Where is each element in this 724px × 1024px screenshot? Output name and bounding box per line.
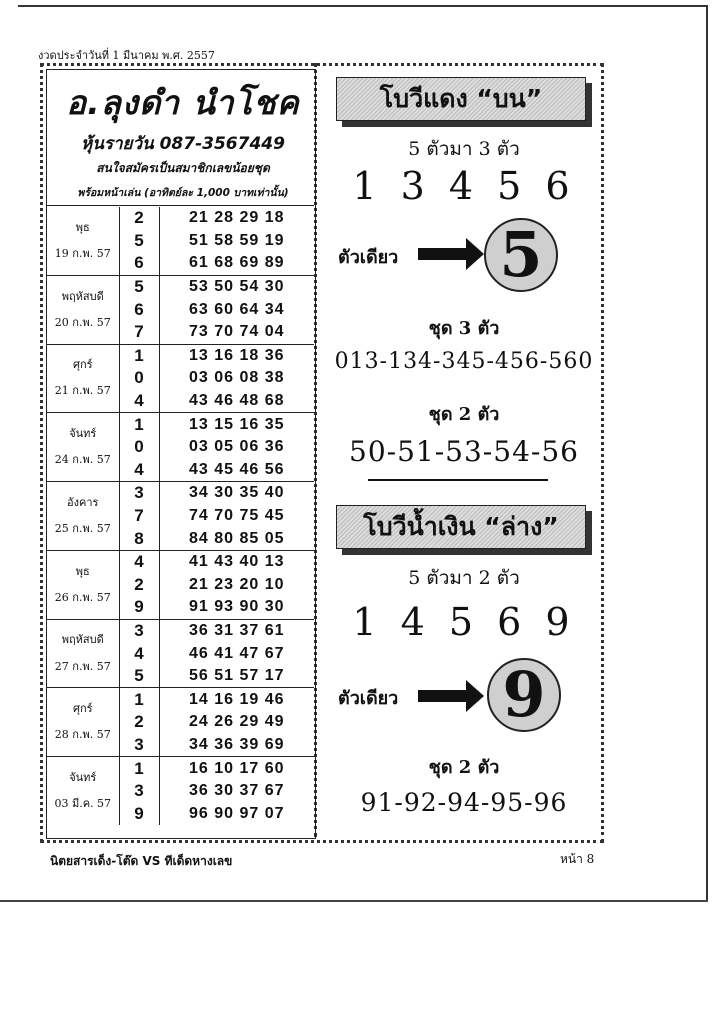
day-date: 26 ก.พ. 57 [54, 590, 111, 604]
digit-cell: 3 [119, 482, 159, 505]
numbers-cell: 41 43 40 13 [159, 550, 314, 573]
day-name: จันทร์ [69, 427, 97, 441]
digit-cell: 5 [119, 665, 159, 688]
day-name: จันทร์ [69, 771, 97, 785]
day-name: พุธ [75, 220, 90, 234]
section-separator [368, 479, 548, 481]
digit-cell: 7 [119, 505, 159, 528]
digit-cell: 1 [119, 413, 159, 436]
digit-cell: 3 [119, 619, 159, 642]
digit-cell: 1 [119, 344, 159, 367]
day-name: พฤหัสบดี [61, 289, 104, 303]
table-row [47, 550, 314, 573]
promo-separator [46, 205, 314, 206]
table-row [47, 207, 314, 230]
lower-banner: โบวีน้ำเงิน “ล่าง” [336, 505, 586, 549]
history-table [47, 207, 314, 825]
table-row [47, 688, 314, 711]
upper-single-label: ตัวเดียว [338, 247, 399, 268]
day-cell [47, 344, 119, 413]
numbers-cell: 21 28 29 18 [188, 209, 285, 227]
numbers-cell: 43 46 48 68 [188, 392, 285, 410]
digit-cell: 3 [119, 734, 159, 757]
numbers-cell: 36 30 37 67 [188, 782, 285, 800]
table-row [47, 344, 314, 367]
numbers-cell: 61 68 69 89 [188, 254, 285, 272]
day-cell [47, 757, 119, 825]
lower-arrow-icon [418, 690, 468, 702]
day-date: 20 ก.พ. 57 [54, 315, 111, 329]
numbers-cell: 56 51 57 17 [188, 667, 285, 685]
day-cell [47, 207, 119, 275]
day-name: ศุกร์ [72, 358, 93, 372]
lower-single-digit: 9 [487, 658, 561, 732]
footer-magazine: นิตยสารเด็ง-โต๊ด VS ทีเด็ดหางเลข [50, 854, 233, 868]
numbers-cell: 34 36 39 69 [188, 735, 285, 753]
lower-digits: 1 4 5 6 9 [352, 600, 576, 644]
numbers-cell: 21 23 20 10 [188, 575, 285, 593]
upper-digits: 1 3 4 5 6 [352, 164, 576, 208]
top-rule [18, 5, 706, 7]
upper-banner: โบวีแดง “บน” [336, 77, 586, 121]
numbers-cell: 96 90 97 07 [188, 804, 285, 822]
digit-cell: 4 [119, 550, 159, 573]
digit-cell: 0 [119, 367, 159, 390]
day-cell [47, 413, 119, 482]
numbers-cell: 03 06 08 38 [188, 369, 285, 387]
day-name: ศุกร์ [72, 702, 93, 716]
numbers-cell: 84 80 85 05 [188, 529, 285, 547]
day-cell [47, 688, 119, 757]
right-rule [706, 5, 708, 900]
issue-date: งวดประจำวันที่ 1 มีนาคม พ.ศ. 2557 [38, 49, 215, 62]
day-date: 28 ก.พ. 57 [54, 728, 111, 742]
digit-cell: 2 [119, 574, 159, 597]
numbers-cell: 13 15 16 35 [159, 413, 314, 436]
day-date: 27 ก.พ. 57 [54, 659, 111, 673]
upper-set3-value: 013-134-345-456-560 [334, 349, 594, 374]
day-name: อังคาร [67, 495, 99, 509]
table-row [47, 413, 314, 436]
digit-cell: 4 [119, 642, 159, 665]
numbers-cell: 91 93 90 30 [188, 598, 285, 616]
upper-subtitle: 5 ตัวมา 3 ตัว [408, 138, 520, 160]
table-row [47, 275, 314, 298]
numbers-cell: 63 60 64 34 [188, 300, 285, 318]
promo-price: พร้อมหน้าเล่น (อาทิตย์ละ 1,000 บาทเท่านั้น) [77, 187, 289, 199]
upper-set2-value: 50-51-53-54-56 [349, 435, 579, 468]
bottom-rule [0, 900, 708, 902]
day-date: 21 ก.พ. 57 [54, 384, 111, 398]
digit-cell: 9 [119, 802, 159, 825]
numbers-cell: 46 41 47 67 [188, 644, 285, 662]
upper-set2-label: ชุด 2 ตัว [428, 404, 500, 425]
lower-set2-label: ชุด 2 ตัว [428, 757, 500, 778]
numbers-cell: 53 50 54 30 [159, 275, 314, 298]
day-cell [47, 619, 119, 688]
digit-cell: 6 [119, 298, 159, 321]
digit-cell: 7 [119, 321, 159, 344]
day-date: 03 มี.ค. 57 [54, 797, 112, 811]
numbers-cell: 34 30 35 40 [159, 482, 314, 505]
numbers-cell: 73 70 74 04 [188, 323, 285, 341]
day-cell [47, 482, 119, 551]
digit-cell: 1 [119, 688, 159, 711]
promo-name: อ.ลุงดำ นำโชค [66, 83, 300, 122]
numbers-cell: 03 05 06 36 [188, 438, 285, 456]
lower-set2-value: 91-92-94-95-96 [360, 788, 568, 817]
day-date: 19 ก.พ. 57 [54, 246, 111, 260]
digit-cell: 6 [119, 252, 159, 275]
numbers-cell: 51 58 59 19 [188, 231, 285, 249]
numbers-cell: 36 31 37 61 [159, 619, 314, 642]
numbers-cell: 16 10 17 60 [159, 757, 314, 780]
digit-cell: 5 [119, 230, 159, 253]
lower-single-label: ตัวเดียว [338, 688, 399, 709]
digit-cell: 5 [119, 275, 159, 298]
table-row [47, 482, 314, 505]
upper-set3-label: ชุด 3 ตัว [428, 318, 500, 339]
table-row [47, 757, 314, 780]
digit-cell: 0 [119, 436, 159, 459]
day-date: 25 ก.พ. 57 [54, 522, 111, 536]
numbers-cell: 13 16 18 36 [159, 344, 314, 367]
digit-cell: 4 [119, 459, 159, 482]
upper-single-digit: 5 [484, 218, 558, 292]
footer-page: หน้า 8 [560, 852, 595, 866]
upper-arrow-icon [418, 248, 468, 260]
digit-cell: 3 [119, 780, 159, 803]
digit-cell: 4 [119, 390, 159, 413]
day-name: พุธ [75, 564, 90, 578]
digit-cell: 1 [119, 757, 159, 780]
digit-cell: 2 [119, 207, 159, 230]
table-row [47, 619, 314, 642]
numbers-cell: 14 16 19 46 [159, 688, 314, 711]
day-cell [47, 550, 119, 619]
digit-cell: 2 [119, 711, 159, 734]
numbers-cell: 24 26 29 49 [188, 713, 285, 731]
digit-cell: 8 [119, 527, 159, 550]
promo-phone: หุ้นรายวัน 087-3567449 [81, 134, 285, 154]
numbers-cell: 43 45 46 56 [188, 460, 285, 478]
day-cell [47, 275, 119, 344]
digit-cell: 9 [119, 596, 159, 619]
lower-subtitle: 5 ตัวมา 2 ตัว [408, 567, 520, 589]
day-date: 24 ก.พ. 57 [54, 453, 111, 467]
promo-membership: สนใจสมัครเป็นสมาชิกเลขน้อยชุด [96, 161, 270, 175]
day-name: พฤหัสบดี [61, 633, 104, 647]
numbers-cell: 74 70 75 45 [188, 507, 285, 525]
